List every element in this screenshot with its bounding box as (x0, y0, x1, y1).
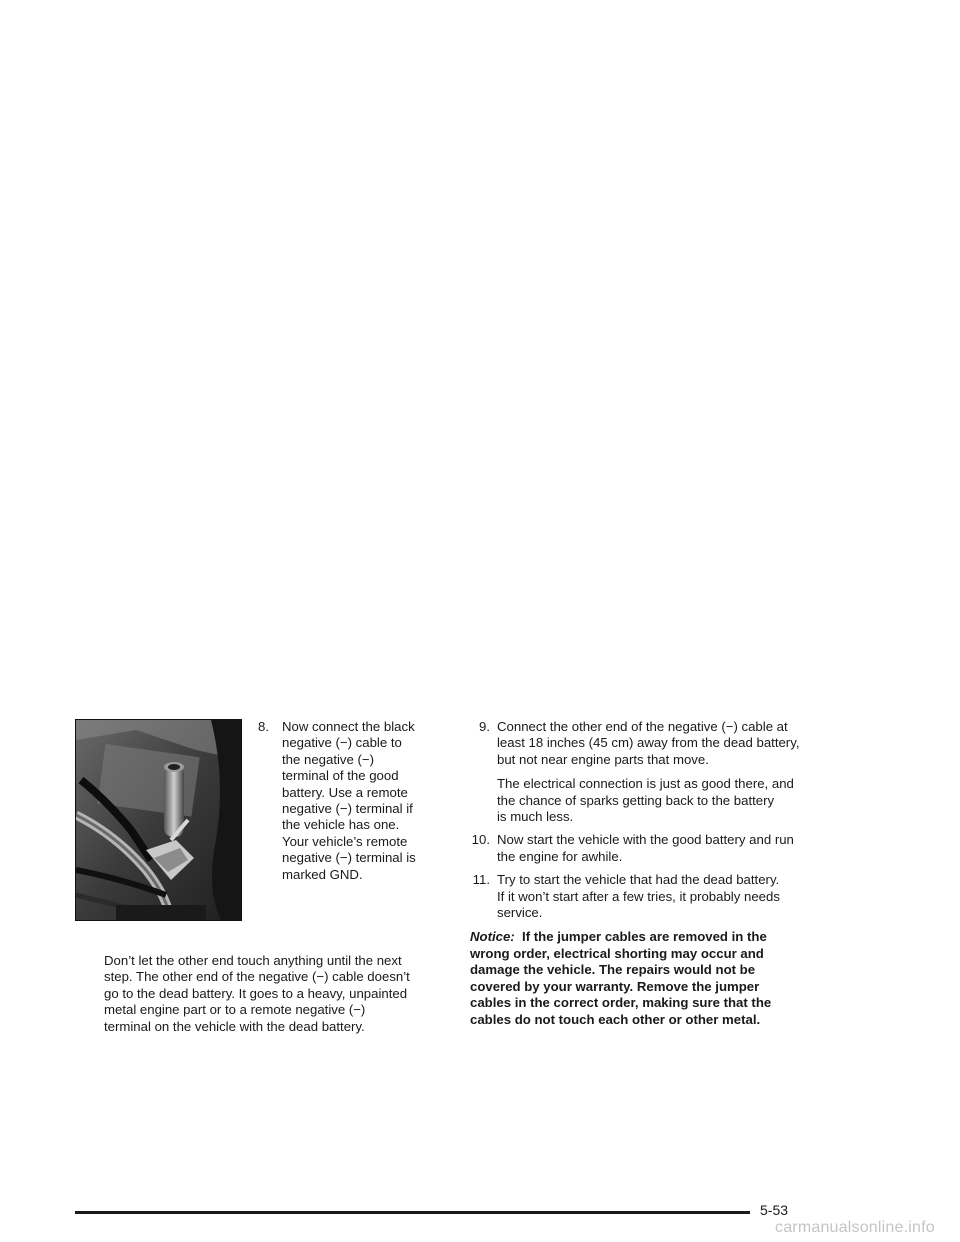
text-line: negative (−) terminal if (282, 801, 413, 817)
text-line: The electrical connection is just as good there, and (497, 776, 794, 792)
page-number: 5-53 (760, 1202, 789, 1218)
text-line: the vehicle has one. (282, 817, 400, 833)
notice-block (460, 929, 835, 1027)
text-line: the engine for awhile. (497, 848, 623, 864)
text-line: If it won’t start after a few tries, it probably needs (497, 888, 780, 904)
text-line: marked GND. (282, 866, 363, 882)
watermark: carmanualsonline.info (775, 1219, 935, 1236)
text-line: step. The other end of the negative (−) cable doesn’t (104, 969, 410, 985)
text-line: Your vehicle’s remote (282, 833, 408, 849)
text-line: metal engine part or to a remote negative (−) (104, 1002, 366, 1018)
step-11 (460, 872, 835, 921)
text-line: Now connect the black (282, 719, 415, 734)
text-line: cables in the correct order, making sure that the (470, 995, 772, 1011)
text-line: but not near engine parts that move. (497, 751, 709, 767)
text-line: Try to start the vehicle that had the dead battery. (497, 872, 780, 888)
text-line: wrong order, electrical shorting may occur and (470, 945, 764, 961)
text-line: is much less. (497, 809, 574, 825)
jumper-cable-photo (75, 719, 242, 921)
text-line: Now start the vehicle with the good battery and run (497, 832, 794, 848)
text-line: negative (−) cable to (282, 735, 402, 751)
text-line: Don’t let the other end touch anything until the next (104, 953, 402, 968)
text-line: service. (497, 905, 543, 921)
text-line: cables do not touch each other or other metal. (470, 1011, 761, 1027)
text-line: least 18 inches (45 cm) away from the dead battery, (497, 735, 800, 751)
text-line: go to the dead battery. It goes to a heavy, unpainted (104, 985, 408, 1001)
text-line: the chance of sparks getting back to the battery (497, 792, 775, 808)
text-line: the negative (−) (282, 751, 375, 767)
step-9-number: 9. (479, 719, 490, 734)
step-8-continuation (104, 953, 444, 1035)
step-8 (258, 719, 438, 883)
step-8-number: 8. (258, 719, 269, 734)
footer-rule (75, 1211, 750, 1214)
step-11-number: 11. (472, 872, 490, 888)
text-line: terminal of the good (282, 768, 399, 784)
text-line: Connect the other end of the negative (−) cable at (497, 719, 788, 734)
text-line: terminal on the vehicle with the dead battery. (104, 1018, 365, 1034)
right-column (460, 719, 835, 1028)
step-9 (460, 719, 835, 825)
step-10-number: 10. (471, 832, 490, 848)
text-line: negative (−) terminal is (282, 850, 416, 866)
text-line: covered by your warranty. Remove the jumper (470, 978, 760, 994)
text-line: battery. Use a remote (282, 784, 408, 800)
text-line: damage the vehicle. The repairs would not be (470, 962, 756, 978)
notice-label: Notice: (470, 929, 515, 945)
step-10 (460, 832, 835, 865)
text-line: If the jumper cables are removed in the (522, 929, 767, 945)
